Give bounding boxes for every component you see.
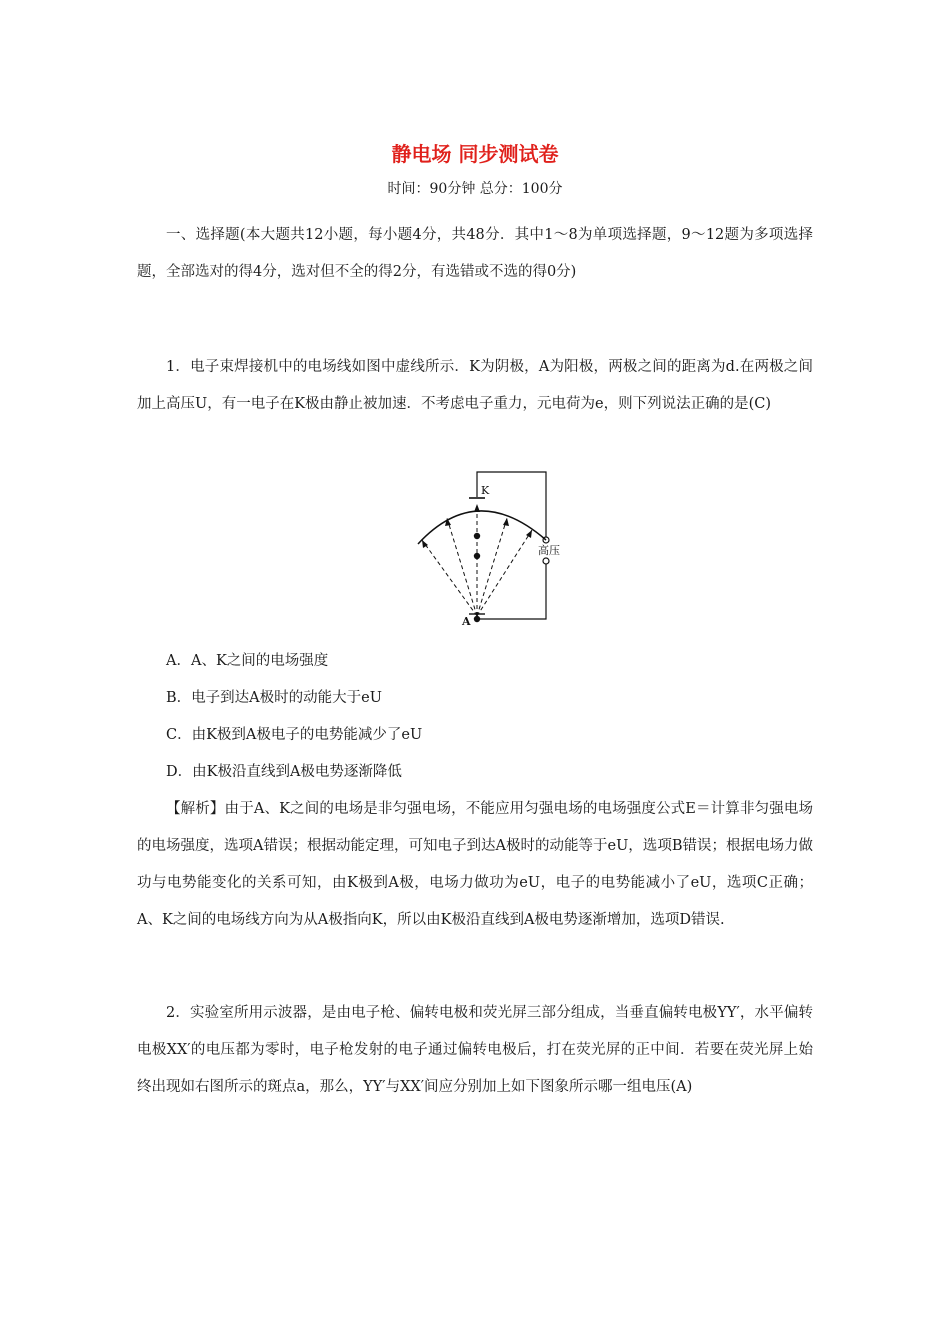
label-k: K [481,484,490,497]
electron-beam-welder-diagram [405,468,585,630]
electron-dot-2 [474,553,480,559]
circuit-wire-top [477,472,546,537]
option-a: A．A、K之间的电场强度 [166,653,329,669]
option-b: B．电子到达A极时的动能大于eU [166,690,382,706]
page-title: 静电场 同步测试卷 [391,142,559,166]
question-1-analysis: 【解析】由于A、K之间的电场是非匀强电场，不能应用匀强电场的电场强度公式E＝计算非匀强电场的电场强度，选项A错误；根据动能定理，可知电子到达A极时的动能等于eU，选项B错误；根据电场力做功与电势能变化的关系可知，由K极到A极，电场力做功为eU，电子的电势能减小了eU，选项C正确；A、K之间的电场线方向为从A极指向K，所以由K极沿直线到A极电势逐渐增加，选项D错误. [137,801,813,928]
option-d: D．由K极沿直线到A极电势逐渐降低 [166,764,402,780]
terminal-bottom [543,558,549,564]
question-2-stem: 2．实验室所用示波器，是由电子枪、偏转电极和荧光屏三部分组成，当垂直偏转电极YY′，水平偏转电极XX′的电压都为零时，电子枪发射的电子通过偏转电极后，打在荧光屏的正中间．若要在荧光屏上始终出现如右图所示的斑点a，那么，YY′与XX′间应分别加上如下图象所示哪一组电压(A) [137,1005,813,1095]
section-instructions: 一、选择题(本大题共12小题，每小题4分，共48分．其中1～8为单项选择题，9～12题为多项选择题，全部选对的得4分，选对但不全的得2分，有选错或不选的得0分) [137,227,813,280]
field-line-diagram [405,468,585,630]
anode-point [474,616,480,622]
electron-dot-1 [474,533,480,539]
exam-meta: 时间：90分钟 总分：100分 [387,181,563,197]
option-c: C．由K极到A极电子的电势能减少了eU [166,727,423,743]
label-high-voltage: 高压 [538,544,560,557]
label-a: A [462,615,471,628]
field-lines [422,504,532,616]
circuit-wire-bottom [479,564,546,619]
question-1-stem: 1．电子束焊接机中的电场线如图中虚线所示．K为阴极，A为阳极，两极之间的距离为d.在两极之间加上高压U，有一电子在K极由静止被加速．不考虑电子重力，元电荷为e，则下列说法正确的是(C) [137,359,813,412]
